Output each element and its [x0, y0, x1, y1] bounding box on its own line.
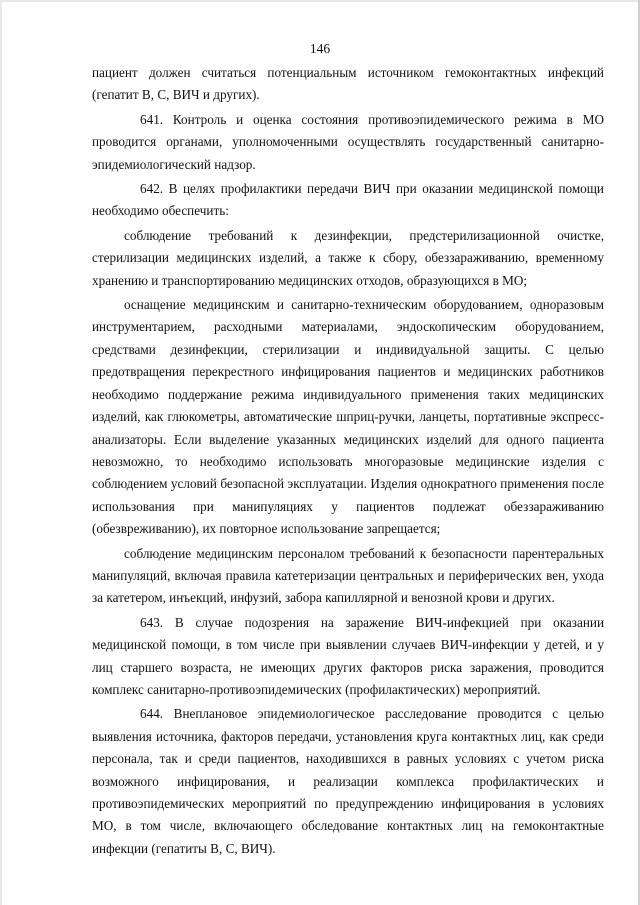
page-number: 146: [309, 41, 331, 56]
paragraph-642-item-equipment: оснащение медицинским и санитарно-техническим оборудованием, одноразовым инструментарием, расходными материалами, эндоскопическим оборудованием, средствами дезинфекции, стерилизации и индивидуальной защиты. С целью предотвращения перекрестного инфицирования пациентов и медицинских работников необходимо поддержание режима индивидуального применения таких медицинских изделий, как глюкометры, автоматические шприц-ручки, ланцеты, портативные экспресс-анализаторы. Если выделение указанных медицинских изделий для одного пациента невозможно, то необходимо использовать многоразовые медицинские изделия с соблюдением условий безопасной эксплуатации. Изделия однократного применения после использования при манипуляциях у пациентов подлежат обеззараживанию (обезвреживанию), их повторное использование запрещается;: [92, 297, 604, 537]
paragraph-641: 641. Контроль и оценка состояния противоэпидемического режима в МО проводится органами, уполномоченными осуществлять государственный санитарно-эпидемиологический надзор.: [92, 111, 604, 172]
paragraph-642-item-parenteral-safety: соблюдение медицинским персоналом требований к безопасности парентеральных манипуляций, включая правила катетеризации центральных и периферических вен, ухода за катетером, инъекций, инфузий, забора капиллярной и венозной крови и других.: [92, 545, 604, 606]
page-edge-top: [0, 0, 640, 2]
page-edge-left: [0, 0, 2, 905]
paragraph-644: 644. Внеплановое эпидемиологическое расследование проводится с целью выявления источника, факторов передачи, установления круга контактных лиц, как среди персонала, так и среди пациентов, находившихся в равных условиях с учетом риска возможного инфицирования, и реализации комплекса профилактических и противоэпидемических мероприятий по предупреждению инфицирования в условиях МО, в том числе, включающего обследование контактных лиц на гемоконтактные инфекции (гепатиты В, С, ВИЧ).: [92, 706, 604, 856]
paragraph-643: 643. В случае подозрения на заражение ВИЧ-инфекцией при оказании медицинской помощи, в том числе при выявлении случаев ВИЧ-инфекции у детей, и у лиц старшего возраста, не имеющих других факторов риска заражения, проводится комплекс санитарно-противоэпидемических (профилактических) мероприятий.: [92, 614, 604, 697]
paragraph-continuation: пациент должен считаться потенциальным источником гемоконтактных инфекций (гепатит В, С, ВИЧ и других).: [92, 65, 604, 103]
document-body: [92, 62, 604, 860]
paragraph-642-item-disinfection: соблюдение требований к дезинфекции, предстерилизационной очистке, стерилизации медицинских изделий, а также к сбору, обеззараживанию, временному хранению и транспортированию медицинских отходов, образующихся в МО;: [92, 227, 604, 288]
paragraph-642: 642. В целях профилактики передачи ВИЧ при оказании медицинской помощи необходимо обеспечить:: [92, 181, 604, 219]
